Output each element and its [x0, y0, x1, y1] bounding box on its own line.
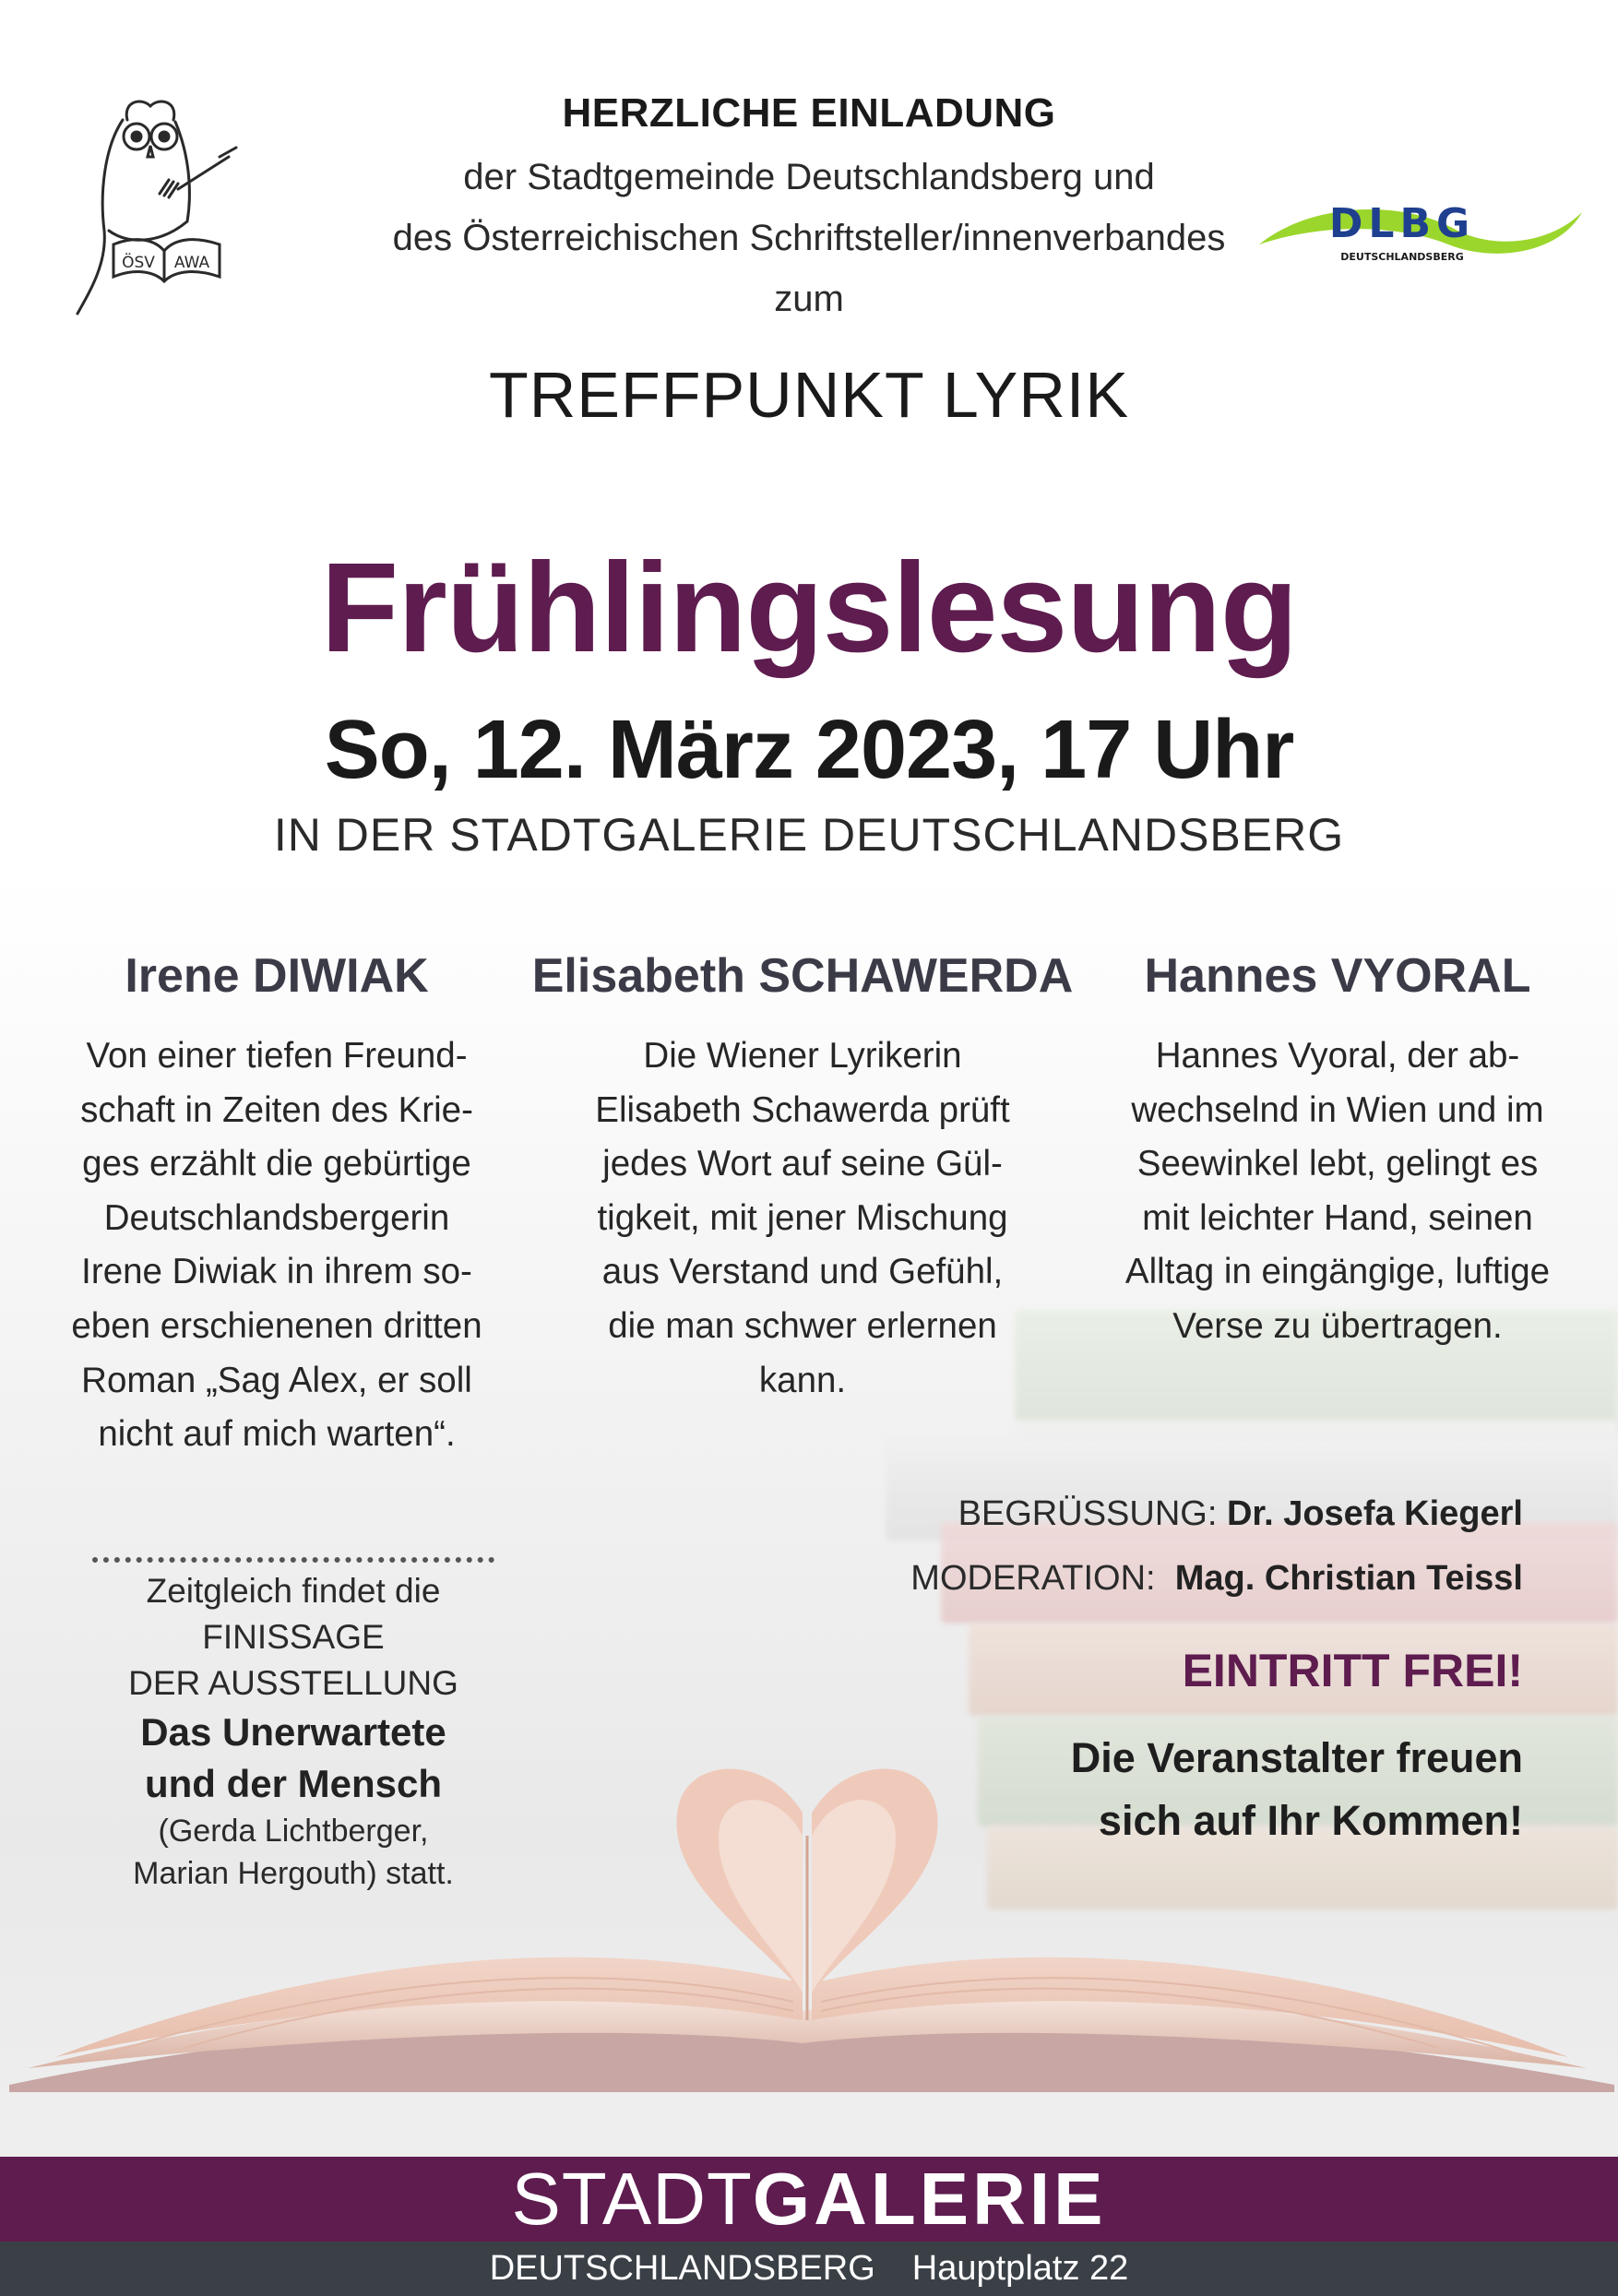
- description-line: Roman „Sag Alex, er soll: [81, 1360, 472, 1400]
- exhibition-title: und der Mensch: [144, 1762, 443, 1805]
- footer-brand: [0, 2157, 1618, 2242]
- description-line: Hannes Vyoral, der ab-: [1155, 1036, 1520, 1076]
- logo-label-left: ÖSV: [122, 254, 155, 272]
- organizers-line: sich auf Ihr Kommen!: [1098, 1797, 1523, 1844]
- description-line: aus Verstand und Gefühl,: [601, 1252, 1004, 1292]
- exhibition-title: Das Unerwartete: [140, 1710, 446, 1754]
- oesv-owl-logo: [72, 92, 247, 323]
- author-name: Elisabeth SCHAWERDA: [531, 949, 1074, 1003]
- dotted-divider: [92, 1557, 494, 1563]
- description-line: schaft in Zeiten des Krie-: [80, 1089, 473, 1130]
- finissage-line: FINISSAGE: [202, 1618, 385, 1656]
- event-series-title: TREFFPUNKT LYRIK: [488, 359, 1130, 431]
- event-title: Frühlingslesung: [320, 537, 1298, 679]
- author-description: [55, 1029, 498, 1462]
- description-line: eben erschienenen dritten: [71, 1305, 482, 1346]
- author-description: [572, 1029, 1033, 1408]
- description-line: Elisabeth Schawerda prüft: [595, 1089, 1010, 1130]
- dlbg-logo: [1255, 194, 1587, 277]
- description-line: Irene Diwiak in ihrem so-: [81, 1252, 472, 1292]
- author-name: Irene DIWIAK: [125, 949, 429, 1003]
- dlbg-logo-subtext: DEUTSCHLANDSBERG: [1340, 251, 1464, 263]
- description-line: Seewinkel lebt, gelingt es: [1136, 1144, 1539, 1184]
- description-line: ges erzählt die gebürtige: [82, 1144, 471, 1184]
- description-line: kann.: [758, 1360, 847, 1400]
- description-line: Die Wiener Lyrikerin: [643, 1036, 962, 1076]
- description-line: Alltag in eingängige, luftige: [1124, 1252, 1551, 1292]
- moderation-line: [910, 1559, 1523, 1599]
- description-line: nicht auf mich warten“.: [98, 1414, 456, 1455]
- finissage-line: Zeitgleich findet die: [146, 1572, 441, 1610]
- exhibition-artists: (Gerda Lichtberger,: [158, 1814, 429, 1849]
- invite-line: der Stadtgemeinde Deutschlandsberg und: [463, 157, 1155, 197]
- exhibition-artists: Marian Hergouth) statt.: [133, 1856, 454, 1891]
- description-line: die man schwer erlernen: [608, 1305, 997, 1346]
- author-description: [1107, 1029, 1568, 1354]
- welcome-name: Dr. Josefa Kiegerl: [1226, 1494, 1523, 1533]
- description-line: Von einer tiefen Freund-: [86, 1036, 468, 1076]
- moderation-label: MODERATION:: [910, 1559, 1156, 1598]
- description-line: jedes Wort auf seine Gül-: [602, 1144, 1003, 1184]
- admission-free: EINTRITT FREI!: [1182, 1645, 1523, 1696]
- welcome-line: [958, 1494, 1523, 1534]
- organizers-line: Die Veranstalter freuen: [1070, 1734, 1523, 1781]
- welcome-label: BEGRÜSSUNG:: [958, 1494, 1218, 1533]
- description-line: wechselnd in Wien und im: [1131, 1089, 1544, 1130]
- description-line: tigkeit, mit jener Mischung: [597, 1197, 1008, 1238]
- event-venue: IN DER STADTGALERIE DEUTSCHLANDSBERG: [273, 809, 1345, 861]
- description-line: Verse zu übertragen.: [1172, 1305, 1503, 1346]
- invite-line: des Österreichischen Schriftsteller/innenverbandes: [392, 218, 1226, 258]
- brand-stadt: STADT: [511, 2158, 753, 2240]
- brand-galerie: GALERIE: [752, 2158, 1107, 2240]
- footer-street: Hauptplatz 22: [911, 2249, 1129, 2288]
- invite-title: HERZLICHE EINLADUNG: [562, 90, 1056, 136]
- description-line: Deutschlandsbergerin: [103, 1197, 450, 1238]
- logo-label-right: AWA: [173, 254, 210, 272]
- finissage-line: DER AUSSTELLUNG: [128, 1664, 458, 1702]
- invite-line: zum: [774, 279, 844, 319]
- description-line: mit leichter Hand, seinen: [1142, 1197, 1533, 1238]
- event-date: So, 12. März 2023, 17 Uhr: [324, 704, 1294, 796]
- open-book-illustration: [0, 1725, 1618, 2094]
- footer-city: DEUTSCHLANDSBERG: [489, 2249, 875, 2288]
- dlbg-logo-text: DLBG: [1328, 200, 1476, 247]
- moderation-name: Mag. Christian Teissl: [1174, 1559, 1523, 1598]
- author-name: Hannes VYORAL: [1144, 949, 1531, 1003]
- footer-address: [0, 2242, 1618, 2296]
